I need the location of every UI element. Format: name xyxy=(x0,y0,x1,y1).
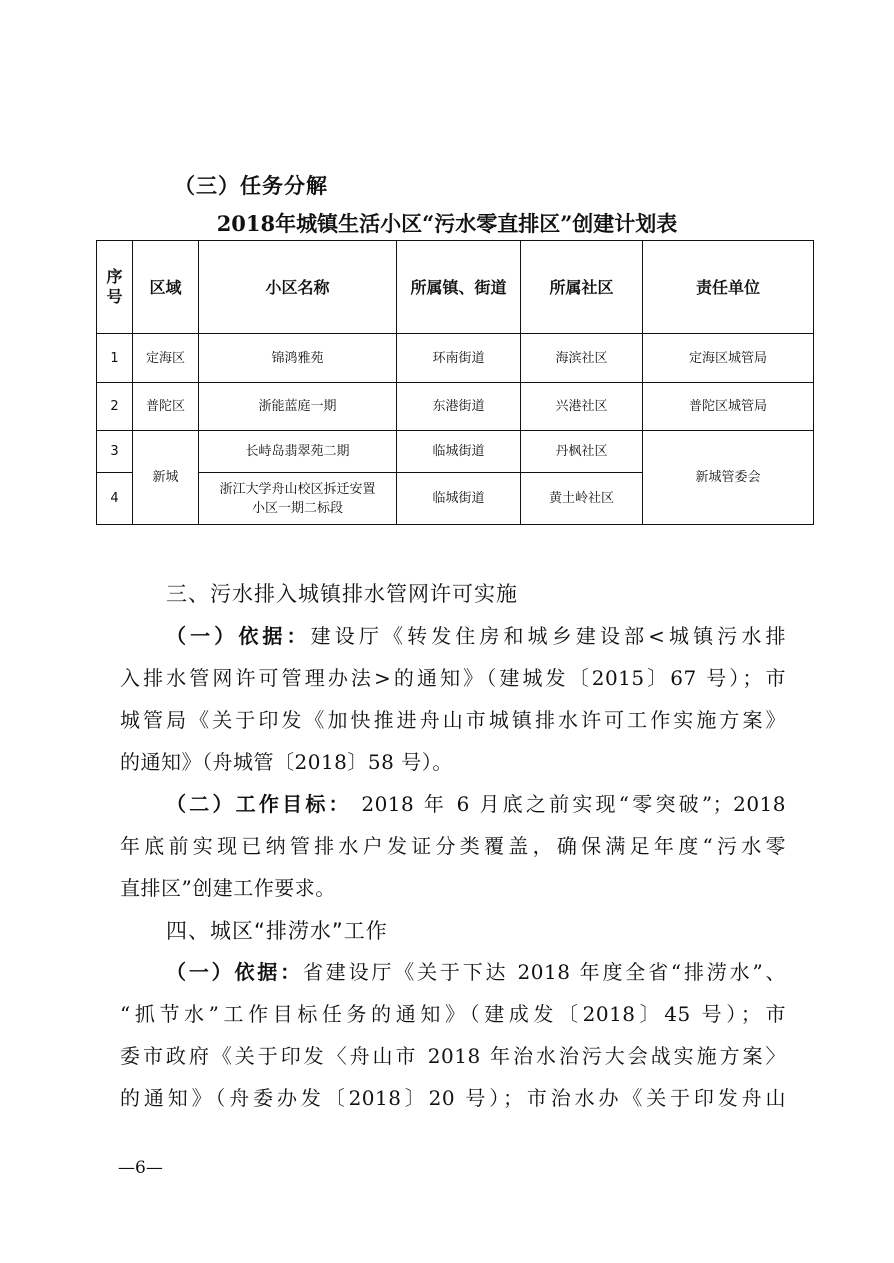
paragraph-line: （一）依据：建设厅《转发住房和城乡建设部<城镇污水排 xyxy=(166,624,786,648)
row-no: 2 xyxy=(97,383,133,431)
row-district: 普陀区 xyxy=(133,383,199,431)
header-district: 区域 xyxy=(133,241,199,334)
paragraph-line: 的通知》（舟城管〔2018〕58 号）。 xyxy=(120,750,453,774)
paragraph-line: （二）工作目标： 2018 年 6 月底之前实现“零突破”；2018 xyxy=(166,792,787,816)
row-community: 丹枫社区 xyxy=(521,431,643,473)
paragraph-line: 直排区”创建工作要求。 xyxy=(120,876,336,900)
paragraph-line: 年底前实现已纳管排水户发证分类覆盖，确保满足年度“污水零 xyxy=(120,834,786,858)
table-row xyxy=(97,334,814,383)
task-breakdown-subheading: （三）任务分解 xyxy=(174,174,328,198)
page-number: —6— xyxy=(118,1158,163,1178)
table-header-row xyxy=(97,241,814,334)
paragraph-line: 委市政府《关于印发〈舟山市 2018 年治水治污大会战实施方案〉 xyxy=(120,1044,786,1068)
paragraph-line: 入排水管网许可管理办法>的通知》（建城发〔2015〕67 号）；市 xyxy=(120,666,786,690)
row-name-line: 小区一期二标段 xyxy=(251,500,343,516)
row-name: 长峙岛翡翠苑二期 xyxy=(199,431,397,473)
row-street: 临城街道 xyxy=(397,431,521,473)
row-name: 浙能蓝庭一期 xyxy=(199,383,397,431)
paragraph-line: （一）依据：省建设厅《关于下达 2018 年度全省“排涝水”、 xyxy=(166,960,787,984)
header-seq: 序号 xyxy=(97,241,133,334)
paragraph-line: 的通知》（舟委办发〔2018〕20 号）；市治水办《关于印发舟山 xyxy=(120,1086,786,1110)
plan-table-title: 2018年城镇生活小区“污水零直排区”创建计划表 xyxy=(216,211,678,236)
row-no: 3 xyxy=(97,431,133,473)
row-community: 黄土岭社区 xyxy=(521,473,643,525)
section-heading: 四、城区“排涝水”工作 xyxy=(166,919,388,943)
table-row xyxy=(97,431,814,473)
paragraph-line: “抓节水”工作目标任务的通知》（建成发〔2018〕45 号）；市 xyxy=(120,1002,786,1026)
row-district: 定海区 xyxy=(133,334,199,383)
row-unit: 普陀区城管局 xyxy=(643,383,814,431)
row-street: 临城街道 xyxy=(397,473,521,525)
row-street: 环南街道 xyxy=(397,334,521,383)
row-unit: 定海区城管局 xyxy=(643,334,814,383)
row-name-line: 浙江大学舟山校区拆迁安置 xyxy=(219,481,376,497)
row-community: 海滨社区 xyxy=(521,334,643,383)
row-street: 东港街道 xyxy=(397,383,521,431)
header-street: 所属镇、街道 xyxy=(397,241,521,334)
header-community: 所属社区 xyxy=(521,241,643,334)
table-row xyxy=(97,383,814,431)
row-community: 兴港社区 xyxy=(521,383,643,431)
header-responsible-unit: 责任单位 xyxy=(643,241,814,334)
header-community-name: 小区名称 xyxy=(199,241,397,334)
row-district: 新城 xyxy=(133,431,199,525)
section-heading: 三、污水排入城镇排水管网许可实施 xyxy=(166,582,518,606)
paragraph-line: 城管局《关于印发《加快推进舟山市城镇排水许可工作实施方案》 xyxy=(120,708,786,732)
row-no: 1 xyxy=(97,334,133,383)
row-name xyxy=(199,473,397,525)
row-unit: 新城管委会 xyxy=(643,431,814,525)
row-no: 4 xyxy=(97,473,133,525)
basis-label: （一）依据： xyxy=(166,960,303,984)
goal-label: （二）工作目标： xyxy=(166,792,352,816)
basis-label: （一）依据： xyxy=(166,624,311,648)
row-name: 锦鸿雅苑 xyxy=(199,334,397,383)
plan-table xyxy=(96,240,814,525)
